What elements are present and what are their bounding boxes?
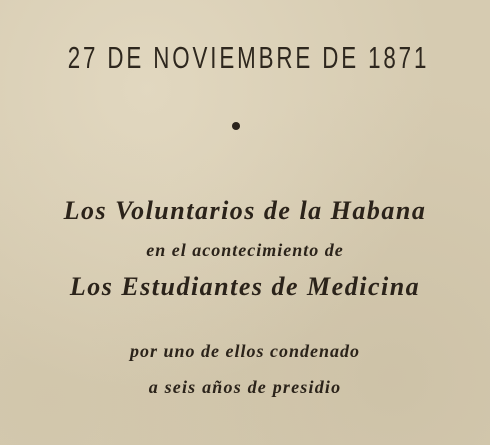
title-line-1: Los Voluntarios de la Habana [63, 196, 427, 225]
title-line-2: en el acontecimiento de [146, 240, 344, 260]
title-line-3: Los Estudiantes de Medicina [69, 272, 421, 301]
ornament-dot-icon [232, 122, 240, 130]
date-heading: 27 DE NOVIEMBRE DE 1871 [67, 40, 430, 75]
byline-line-1: por uno de ellos condenado [129, 341, 360, 361]
byline-line-2: a seis años de presidio [148, 377, 342, 397]
